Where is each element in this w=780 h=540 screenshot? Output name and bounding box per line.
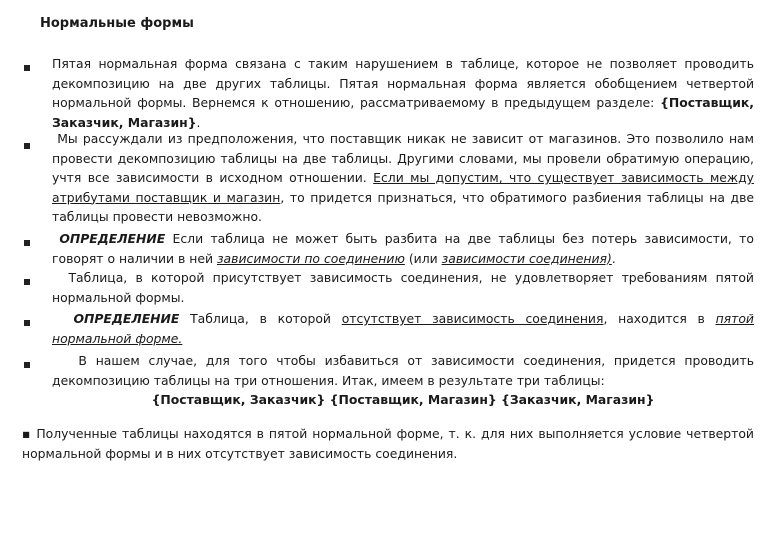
conclusion-paragraph: ▪ Полученные таблицы находятся в пятой нормальной форме, т. к. для них выполняется условие четвертой нормальной формы и в них отсутствует зависимость соединения. bbox=[22, 426, 754, 461]
p2-underlined: Если мы допустим, что существует зависимость между атрибутами поставщик и магазин bbox=[52, 170, 754, 205]
bullet-icon bbox=[24, 65, 30, 71]
paragraph-6 bbox=[52, 351, 754, 390]
p2-b: , то придется признаться, что обратимого разбиения таблицы на две таблицы провести невозможно. bbox=[52, 189, 754, 224]
p2-a: Мы рассуждали из предположения, что поставщик никак не зависит от магазинов. Это позволило нам провести декомпозицию таблицы на две таблицы. Другими словами, мы провели обратимую операцию, учтя все зависимости в исходном отношении. bbox=[52, 131, 754, 185]
p6-text: В нашем случае, для того чтобы избавиться от зависимости соединения, придется проводить декомпозицию таблицы на три отношения. Итак, имеем в результате три таблицы: bbox=[52, 353, 754, 388]
bullet-icon bbox=[24, 240, 30, 246]
definition-heading: ОПРЕДЕЛЕНИЕ bbox=[59, 231, 166, 246]
paragraph-4 bbox=[52, 268, 754, 307]
p3-a: Если таблица не может быть разбита на две таблицы без потерь зависимости, то говорят о наличии в ней bbox=[52, 231, 754, 266]
p1-end: . bbox=[196, 114, 201, 130]
paragraph-3 bbox=[52, 229, 754, 268]
p5-a: Таблица, в которой bbox=[179, 311, 342, 326]
p1-relation: {Поставщик, Заказчик, Магазин} bbox=[52, 95, 754, 130]
bullet-icon bbox=[24, 279, 30, 285]
bullet-icon bbox=[24, 362, 30, 368]
definition-heading: ОПРЕДЕЛЕНИЕ bbox=[73, 311, 180, 326]
p3-term-2: зависимости соединения) bbox=[441, 250, 612, 266]
p3-term-1: зависимости по соединению bbox=[216, 250, 405, 266]
paragraph-5 bbox=[52, 309, 754, 348]
p3-b: (или bbox=[404, 250, 442, 266]
p1-text: Пятая нормальная форма связана с таким нарушением в таблице, которое не позволяет проводить декомпозицию на две других таблицы. Пятая нормальная форма является обобщением четвертой нормальной формы. Вернемся к отношению, рассматриваемому в предыдущем разделе: bbox=[52, 56, 754, 110]
bullet-icon bbox=[24, 320, 30, 326]
paragraph-2 bbox=[52, 129, 754, 227]
bullet-icon bbox=[24, 143, 30, 149]
page-title: Нормальные формы bbox=[40, 16, 194, 31]
p5-underlined-1: отсутствует зависимость соединения bbox=[341, 311, 604, 326]
p3-c: . bbox=[611, 250, 616, 266]
p4-text: Таблица, в которой присутствует зависимость соединения, не удовлетворяет требованиям пятой нормальной формы. bbox=[52, 270, 754, 305]
paragraph-1 bbox=[52, 54, 754, 132]
p5-underlined-2: пятой нормальной форме. bbox=[52, 311, 754, 346]
three-tables-line: {Поставщик, Заказчик} {Поставщик, Магазин} {Заказчик, Магазин} bbox=[151, 392, 655, 407]
p5-b: , находится в bbox=[603, 311, 716, 326]
